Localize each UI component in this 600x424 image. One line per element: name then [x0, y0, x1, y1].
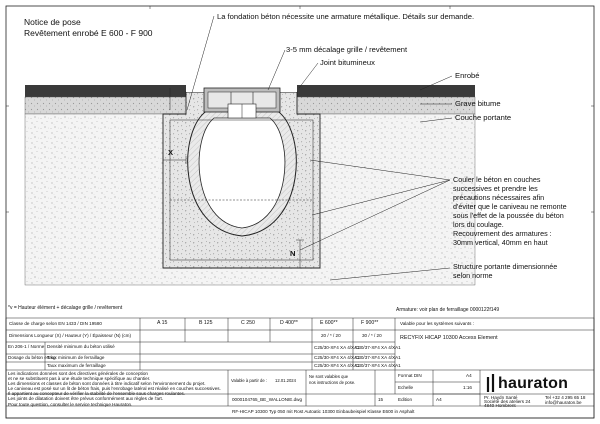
- notes-block: [8, 372, 226, 407]
- file-number: 15: [378, 397, 384, 402]
- callout-couche: Couche portante: [455, 113, 512, 122]
- footnote-left: *v = Hauteur élément + décalage grille / revêtement: [8, 305, 123, 311]
- code-f900: C30/37-XF4 XA 4/XA1: [355, 345, 401, 350]
- row1-label: Classe de charge selon EN 1433 / DIN 19580: [9, 321, 102, 326]
- company-addr1: Pr. Haydn Santé: [484, 395, 518, 400]
- note-line: Les dimensions et classes de béton sont données à titre indicatif selon l'environnement du projet.: [8, 381, 206, 387]
- class-b125: B 125: [199, 320, 213, 326]
- callout-enrobe: Enrobé: [455, 71, 480, 80]
- couler-line: successives et prendre les: [453, 184, 538, 193]
- valid-system: RECYFIX HICAP 10300 Access Element: [400, 335, 498, 341]
- row5-b: Taux maximum de ferraillage: [47, 363, 106, 368]
- company-addr3: 4840 Hombrent: [484, 403, 516, 408]
- row2-label: Dimensions Longueur (X) / Hauteur (Y) / Épaisseur (N) (cm): [9, 333, 132, 338]
- couler-line: lors du coulage.: [453, 220, 504, 229]
- company-addr2: Société des ateliers 24: [484, 399, 531, 404]
- class-a15: A 15: [157, 320, 168, 326]
- note-line: Les joints de dilatation doivent être prévus conformément aux règles de l'art.: [8, 396, 164, 402]
- not-valid-line2: nos instructions de pose.: [309, 380, 356, 385]
- footnote-right: Armature: voir plan de ferraillage 0000122f149: [396, 307, 500, 313]
- valid-from-date: 12.01.2024: [275, 378, 296, 383]
- callout-fondation: La fondation béton nécessite une armature métallique. Détails sur demande.: [217, 12, 475, 21]
- callout-structure: [453, 262, 593, 280]
- note-line: Les indications données sont des directives générales de conception: [8, 371, 148, 376]
- file-name: 0000104765_BE_WALLONIE.dwg: [232, 397, 303, 402]
- code-e600: C25/30-XF4 XA 4/XA1: [314, 345, 360, 350]
- row2-e600: 20 / * / 20: [321, 333, 341, 338]
- edited-value: A4: [436, 397, 442, 402]
- couler-line: 30mm vertical, 40mm en haut: [453, 238, 548, 247]
- hauraton-logo-mark: [488, 374, 493, 392]
- edited-label: Edition: [398, 397, 413, 402]
- scale-value: 1:16: [463, 385, 472, 390]
- couler-line: d'éviter que le caniveau ne remonte: [453, 202, 567, 211]
- couler-line: Recouvrement des armatures :: [453, 229, 552, 238]
- valid-title: Valable pour les systèmes suivants :: [400, 321, 474, 326]
- row3-a: En 206-1 / Norme: [8, 344, 45, 349]
- couler-line: sous l'effet de la poussée du béton: [453, 211, 564, 220]
- dim-label-n: N: [290, 249, 296, 258]
- scale-label: Echelle: [398, 385, 414, 390]
- row4-b: Taux minimum de ferraillage: [47, 355, 105, 360]
- row4-a: Dosage du béton en kg: [8, 355, 56, 360]
- callout-decalage: 3-5 mm décalage grille / revêtement: [286, 45, 408, 54]
- row2-f900: 30 / * / 20: [362, 333, 382, 338]
- not-valid-line1: Ne sont valables que: [309, 374, 349, 379]
- company-tel: Tel +32 4 295 65 18: [545, 395, 586, 400]
- callout-joint: Joint bitumineux: [320, 58, 375, 67]
- structure-line: Structure portante dimensionnée: [453, 262, 558, 271]
- title-line1: Notice de pose: [24, 17, 81, 27]
- dim-label-x: X: [168, 148, 174, 157]
- callout-grave: Grave bitume: [455, 99, 501, 108]
- structure-line: selon norme: [453, 271, 493, 280]
- code-f900-b: C30/37-XF4 XA 4/XA1: [355, 355, 401, 360]
- couler-line: précautions nécessaires afin: [453, 193, 545, 202]
- format-value: A4: [466, 373, 472, 378]
- drawing-title: RF-HICAP 10300 Typ 050 mit Rost Autoatic 10300 Einbaubeispiel Klasse E600 in Asphalt: [232, 409, 415, 414]
- row3-b: Densité minimum du béton utilisé: [47, 344, 115, 349]
- class-d400: D 400**: [280, 320, 298, 326]
- note-line: Le caniveau est posé sur un lit de béton frais, puis l'enrobage latéral est réalisé en couches successives.: [8, 386, 221, 392]
- format-label: Format DIN: [398, 373, 422, 378]
- valid-from-label: Valable à partir de :: [231, 378, 268, 383]
- note-line: et ne se substituent pas à une étude technique spécifique au chantier.: [8, 376, 151, 382]
- callout-couler: [453, 175, 593, 247]
- code-e600-c: C25/30-XF4 XA 4/XA1: [314, 363, 360, 368]
- company-mail: info@hauraton.be: [545, 400, 582, 405]
- class-e600: E 600**: [320, 320, 338, 326]
- note-line: Il appartient au concepteur de vérifier la stabilité de l'ensemble sous charges roulantes.: [8, 391, 186, 397]
- class-f900: F 900**: [361, 320, 379, 326]
- couler-line: Couler le béton en couches: [453, 175, 541, 184]
- code-f900-c: C30/37-XF4 XA 4/XA1: [355, 363, 401, 368]
- code-e600-b: C25/30-XF4 XA 4/XA1: [314, 355, 360, 360]
- title-line2: Revêtement enrobé E 600 - F 900: [24, 28, 153, 38]
- class-c250: C 250: [241, 320, 255, 326]
- hauraton-logo: hauraton: [498, 375, 569, 392]
- note-line: Pour toute question, consulter le service technique Hauraton.: [8, 401, 133, 407]
